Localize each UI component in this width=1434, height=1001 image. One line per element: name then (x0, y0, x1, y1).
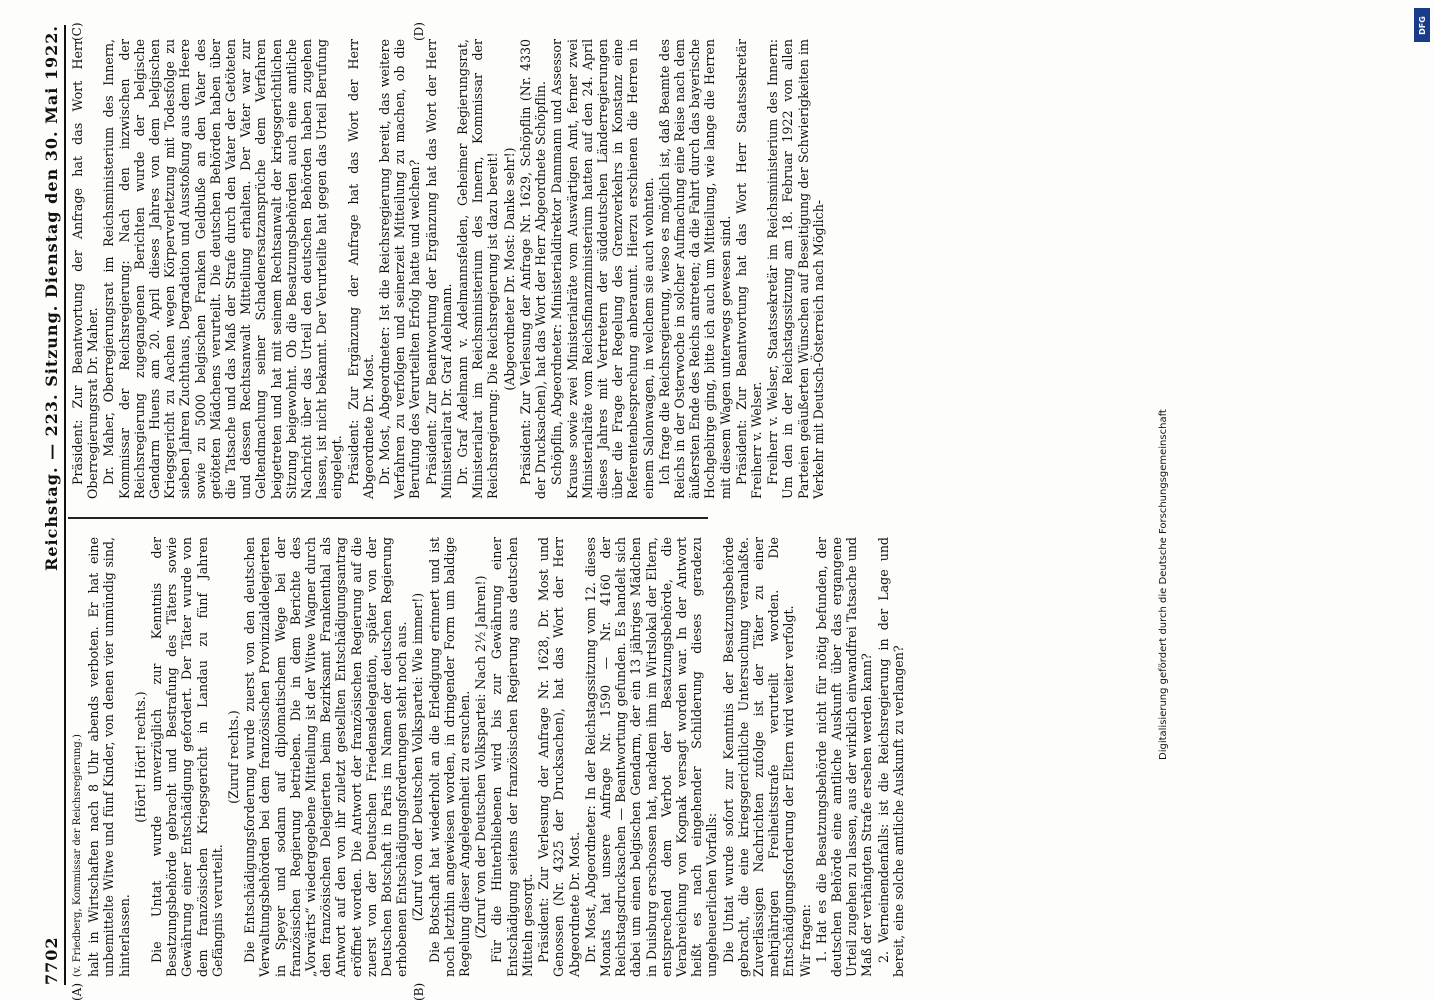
speaker-continuation: (v. Friedberg, Kommissar der Reichsregierung.) (72, 734, 83, 977)
paragraph: Die Botschaft hat wiederholt an die Erledigung erinnert und ist noch letzthin angewiesen worden, in dringender Form um baldige Regelung dieser Angelegenheit zu ersuchen. (426, 537, 473, 977)
column-divider (68, 518, 708, 520)
page-number: 7702 (41, 936, 61, 985)
digitization-note-text: Digitalisierung gefördert durch die Deutsche Forschungsgemeinschaft (1158, 409, 1169, 760)
president-statement: Präsident: Zur Beantwortung hat das Wort Herr Staatssekretär Freiherr v. Welser. (733, 39, 764, 499)
interjection: (Zuruf rechts.) (226, 710, 242, 804)
paragraph: halt in Wirtschaften nach 8 Uhr abends verboten. Er hat eine unbemittelte Witwe und fünf Kinder, von denen vier unmündig sind, hinterlassen. (86, 537, 132, 977)
president-statement: Präsident: Zur Verlesung der Anfrage Nr. 1628, Dr. Most und Genossen (Nr. 4325 der Drucksachen), hat das Wort der Herr Abgeordnete Dr. Most. (536, 537, 582, 977)
paragraph: Die Untat wurde unverzüglich zur Kenntnis der Besatzungsbehörde gebracht und Bestrafung des Täters sowie Gewährung einer Entschädigung gefordert. Der Täter wurde von dem französischen Kriegsgericht in Landau zu fünf Jahren Gefängnis verurteilt. (149, 537, 225, 977)
speech: Dr. Most, Abgeordneter: Ist die Reichsregierung bereit, das weitere Verfahren zu verfolgen und seinerzeit Mitteilung zu machen, ob die Berufung des Verurteilten Erfolg hatte und welchen? (377, 39, 423, 499)
president-statement: Präsident: Zur Beantwortung der Anfrage hat das Wort Herr Oberregierungsrat Dr. Maher. (70, 39, 101, 499)
rotated-sheet (40, 22, 1400, 1001)
page-header (40, 25, 62, 985)
interjection: (Zuruf von der Deutschen Volkspartei: Wie immer!) (410, 592, 426, 922)
speech: Dr. Graf Adelmann v. Adelmannsfelden, Geheimer Regierungsrat, Ministerialrat im Reichsministerium des Innern, Kommissar der Reichsregierung: Die Reichsregierung ist dazu bereit! (455, 39, 501, 499)
speech: Dr. Maher, Oberregierungsrat im Reichsministerium des Innern, Kommissar der Reichsregierung: Nach den inzwischen der Reichsregierung zugegangenen Berichten wurde der belgische Gendarm Huens am 20. April dieses Jahres von dem belgischen Kriegsgericht zu Aachen wegen Körperverletzung mit Todesfolge zu sieben Jahren Zuchthaus, Degradation und Ausstoßung aus dem Heere sowie zu 5000 belgischen Franken Geldbuße an den Vater des getöteten Mädchens verurteilt. Die deutschen Behörden haben über die Tatsache und das Maß der Strafe durch den Vater der Getöteten und dessen Rechtsanwalt Mitteilung erhalten. Der Vater war zur Geltendmachung seiner Schadenersatzansprüche dem Verfahren beigetreten und hat mit seinem Rechtsanwalt der kriegsgerichtlichen Sitzung beigewohnt. Ob die Besatzungsbehörden auch eine amtliche Nachricht über das Urteil den deutschen Behörden haben zugehen lassen, ist nicht bekannt. Der Verurteilte hat gegen das Urteil Berufung eingelegt. (101, 39, 345, 499)
question-item: 2. Verneinendenfalls: ist die Reichsregierung in der Lage und bereit, eine solche amtliche Auskunft zu verlangen? (875, 537, 906, 977)
header-divider (64, 25, 66, 985)
left-column (70, 537, 906, 977)
question-item: 1. Hat es die Besatzungsbehörde nicht für nötig befunden, der deutschen Behörde eine amtliche Auskunft über das ergangene Urteil zugehen zu lassen, aus der wirklich einwandfrei Tatsache und Maß der verhängten Strafe ersehen werden kann? (813, 537, 875, 977)
speech: Ich frage die Reichsregierung, wieso es möglich ist, daß Beamte des Reichs in der Osterwoche in solcher Aufmachung eine Reise nach dem äußersten Ende des Reichs antreten; da die Fahrt durch das bayerische Hochgebirge ging, bitte ich auch um Mitteilung, wie lange die Herren mit diesem Wagen unterwegs gewesen sind. (656, 39, 733, 499)
page-title: Reichstag. — 223. Sitzung. Dienstag den 30. Mai 1922. (41, 25, 61, 571)
paragraph: Die Entschädigungsforderung wurde zuerst von den deutschen Verwaltungsbehörden bei dem französischen Provinzialdelegierten in Speyer und sodann auf diplomatischem Wege bei der französischen Regierung betrieben. Die in dem Berichte des „Vorwärts“ wiedergegebene Mitteilung ist der Witwe Wagner durch den französischen Delegierten beim Bezirksamt Frankenthal als Antwort auf den von ihr zuletzt gestellten Entschädigungsantrag eröffnet worden. Die Antwort der französischen Regierung auf die zuerst von der Deutschen Friedensdelegation, später von der Deutschen Botschaft in Paris im Namen der deutschen Regierung erhobenen Entschädigungsforderungen steht noch aus. (242, 537, 410, 977)
margin-marker-d: (D) (412, 22, 426, 41)
right-column (70, 39, 826, 499)
president-statement: Präsident: Zur Ergänzung der Anfrage hat das Wort der Herr Abgeordnete Dr. Most. (345, 39, 376, 499)
margin-marker-b: (B) (412, 982, 426, 1001)
interjection: (Abgeordneter Dr. Most: Danke sehr!) (501, 147, 517, 391)
speech: Dr. Most, Abgeordneter: In der Reichstagssitzung vom 12. dieses Monats hat unsere Anfrage Nr. 1590 — Nr. 4160 der Reichstagsdrucksachen — Beantwortung gefunden. Es handelt sich dabei um einen belgischen Gendarm, der ein 13 jähriges Mädchen in Duisburg erschossen hat, nachdem ihm im Wirtslokal der Eltern, entsprechend dem Verbot der Besatzungsbehörde, die Verabreichung von Kognak versagt worden war. In der Antwort heißt es nach eingehender Schilderung dieses geradezu ungeheuerlichen Vorfalls: (582, 537, 720, 977)
speech: Freiherr v. Welser, Staatssekretär im Reichsministerium des Innern: Um den in der Reichstagssitzung am 18. Februar 1922 von allen Parteien geäußerten Wünschen auf Beseitigung der Schwierigkeiten im Verkehr mit Deutsch-Österreich nach Möglich- (765, 39, 826, 499)
paragraph: Für die Hinterbliebenen wird bis zur Gewährung einer Entschädigung seitens der französischen Regierung aus deutschen Mitteln gesorgt. (489, 537, 535, 977)
interjection: (Zuruf von der Deutschen Volkspartei: Nach 2½ Jahren!) (473, 575, 489, 939)
digitization-note (1158, 409, 1428, 760)
interjection: (Hört! Hört! rechts.) (132, 691, 148, 823)
speech: Schöpflin, Abgeordneter: Ministerialdirektor Dammann und Assessor Krause sowie zwei Ministerialräte vom Auswärtigen Amt, ferner zwei Ministerialräte vom Reichsfinanzministerium hatten auf den 24. April dieses Jahres mit Vertretern der süddeutschen Länderregierungen über die Frage der Regelung des Grenzverkehrs in Konstanz eine Referentenbesprechung anberaumt. Hierzu erschienen die Herren in einem Salonwagen, in welchem sie auch wohnten. (549, 39, 656, 499)
president-statement: Präsident: Zur Verlesung der Anfrage Nr. 1629, Schöpflin (Nr. 4330 der Drucksachen), hat das Wort der Herr Abgeordnete Schöpflin. (517, 39, 549, 499)
question-intro: Wir fragen: (797, 904, 813, 977)
dfg-logo: DFG (1414, 8, 1430, 42)
president-statement: Präsident: Zur Beantwortung der Ergänzung hat das Wort der Herr Ministerialrat Dr. Graf Adelmann. (423, 39, 454, 499)
quotation: Die Untat wurde sofort zur Kenntnis der Besatzungsbehörde gebracht, die eine kriegsgerichtliche Untersuchung veranlaßte. Zuverlässigen Nachrichten zufolge ist der Täter zu einer mehrjährigen Freiheitsstrafe verurteilt worden. Die Entschädigungsforderung der Eltern wird weiter verfolgt. (720, 537, 797, 977)
margin-marker-c: (C) (70, 22, 84, 41)
margin-marker-a: (A) (70, 982, 84, 1001)
